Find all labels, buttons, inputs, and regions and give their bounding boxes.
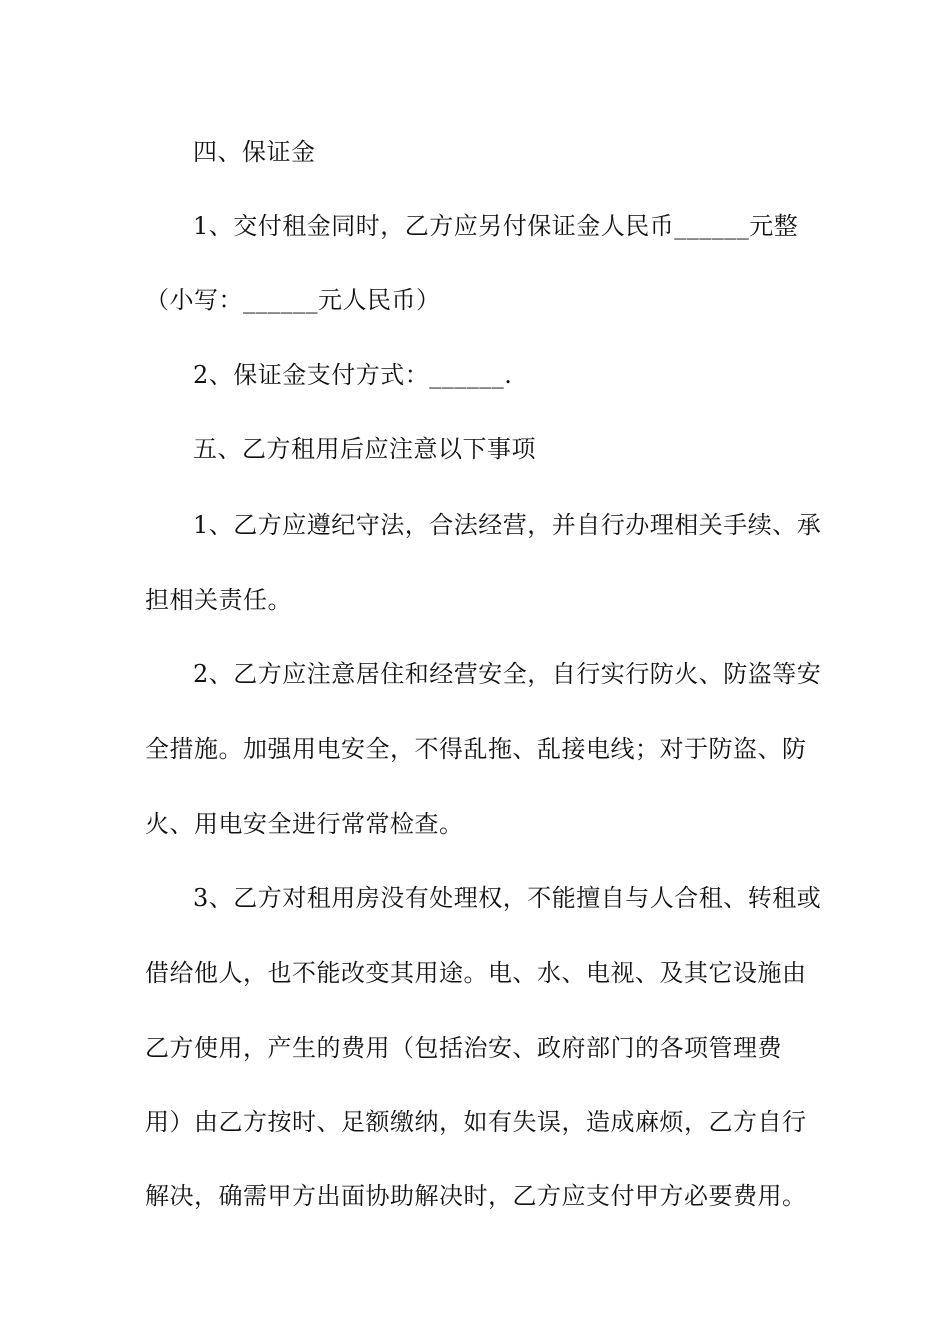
- section-5-item-3-line-2: 借给他人，也不能改变其用途。电、水、电视、及其它设施由: [145, 959, 807, 987]
- section-4-item-2: 2、保证金支付方式：______.: [193, 361, 513, 389]
- section-5-item-2-line-3: 火、用电安全进行常常检查。: [145, 810, 464, 838]
- section-4-item-1-line-2: （小写：______元人民币）: [145, 286, 441, 314]
- section-5-heading: 五、乙方租用后应注意以下事项: [193, 435, 536, 463]
- section-5-item-2-line-2: 全措施。加强用电安全，不得乱拖、乱接电线；对于防盗、防: [145, 735, 807, 763]
- section-5-item-3-line-4: 用）由乙方按时、足额缴纳，如有失误，造成麻烦，乙方自行: [145, 1108, 807, 1136]
- section-5-item-3-line-1: 3、乙方对租用房没有处理权，不能擅自与人合租、转租或: [193, 884, 822, 912]
- section-5-item-3-line-3: 乙方使用，产生的费用（包括治安、政府部门的各项管理费: [145, 1034, 782, 1062]
- section-5-item-3-line-5: 解决，确需甲方出面协助解决时，乙方应支付甲方必要费用。: [145, 1182, 807, 1210]
- section-4-heading: 四、保证金: [193, 138, 316, 166]
- section-5-item-1-line-2: 担相关责任。: [145, 586, 292, 614]
- section-4-item-1-line-1: 1、交付租金同时，乙方应另付保证金人民币______元整: [193, 212, 799, 240]
- section-5-item-1-line-1: 1、乙方应遵纪守法，合法经营，并自行办理相关手续、承: [193, 511, 822, 539]
- section-5-item-2-line-1: 2、乙方应注意居住和经营安全，自行实行防火、防盗等安: [193, 660, 822, 688]
